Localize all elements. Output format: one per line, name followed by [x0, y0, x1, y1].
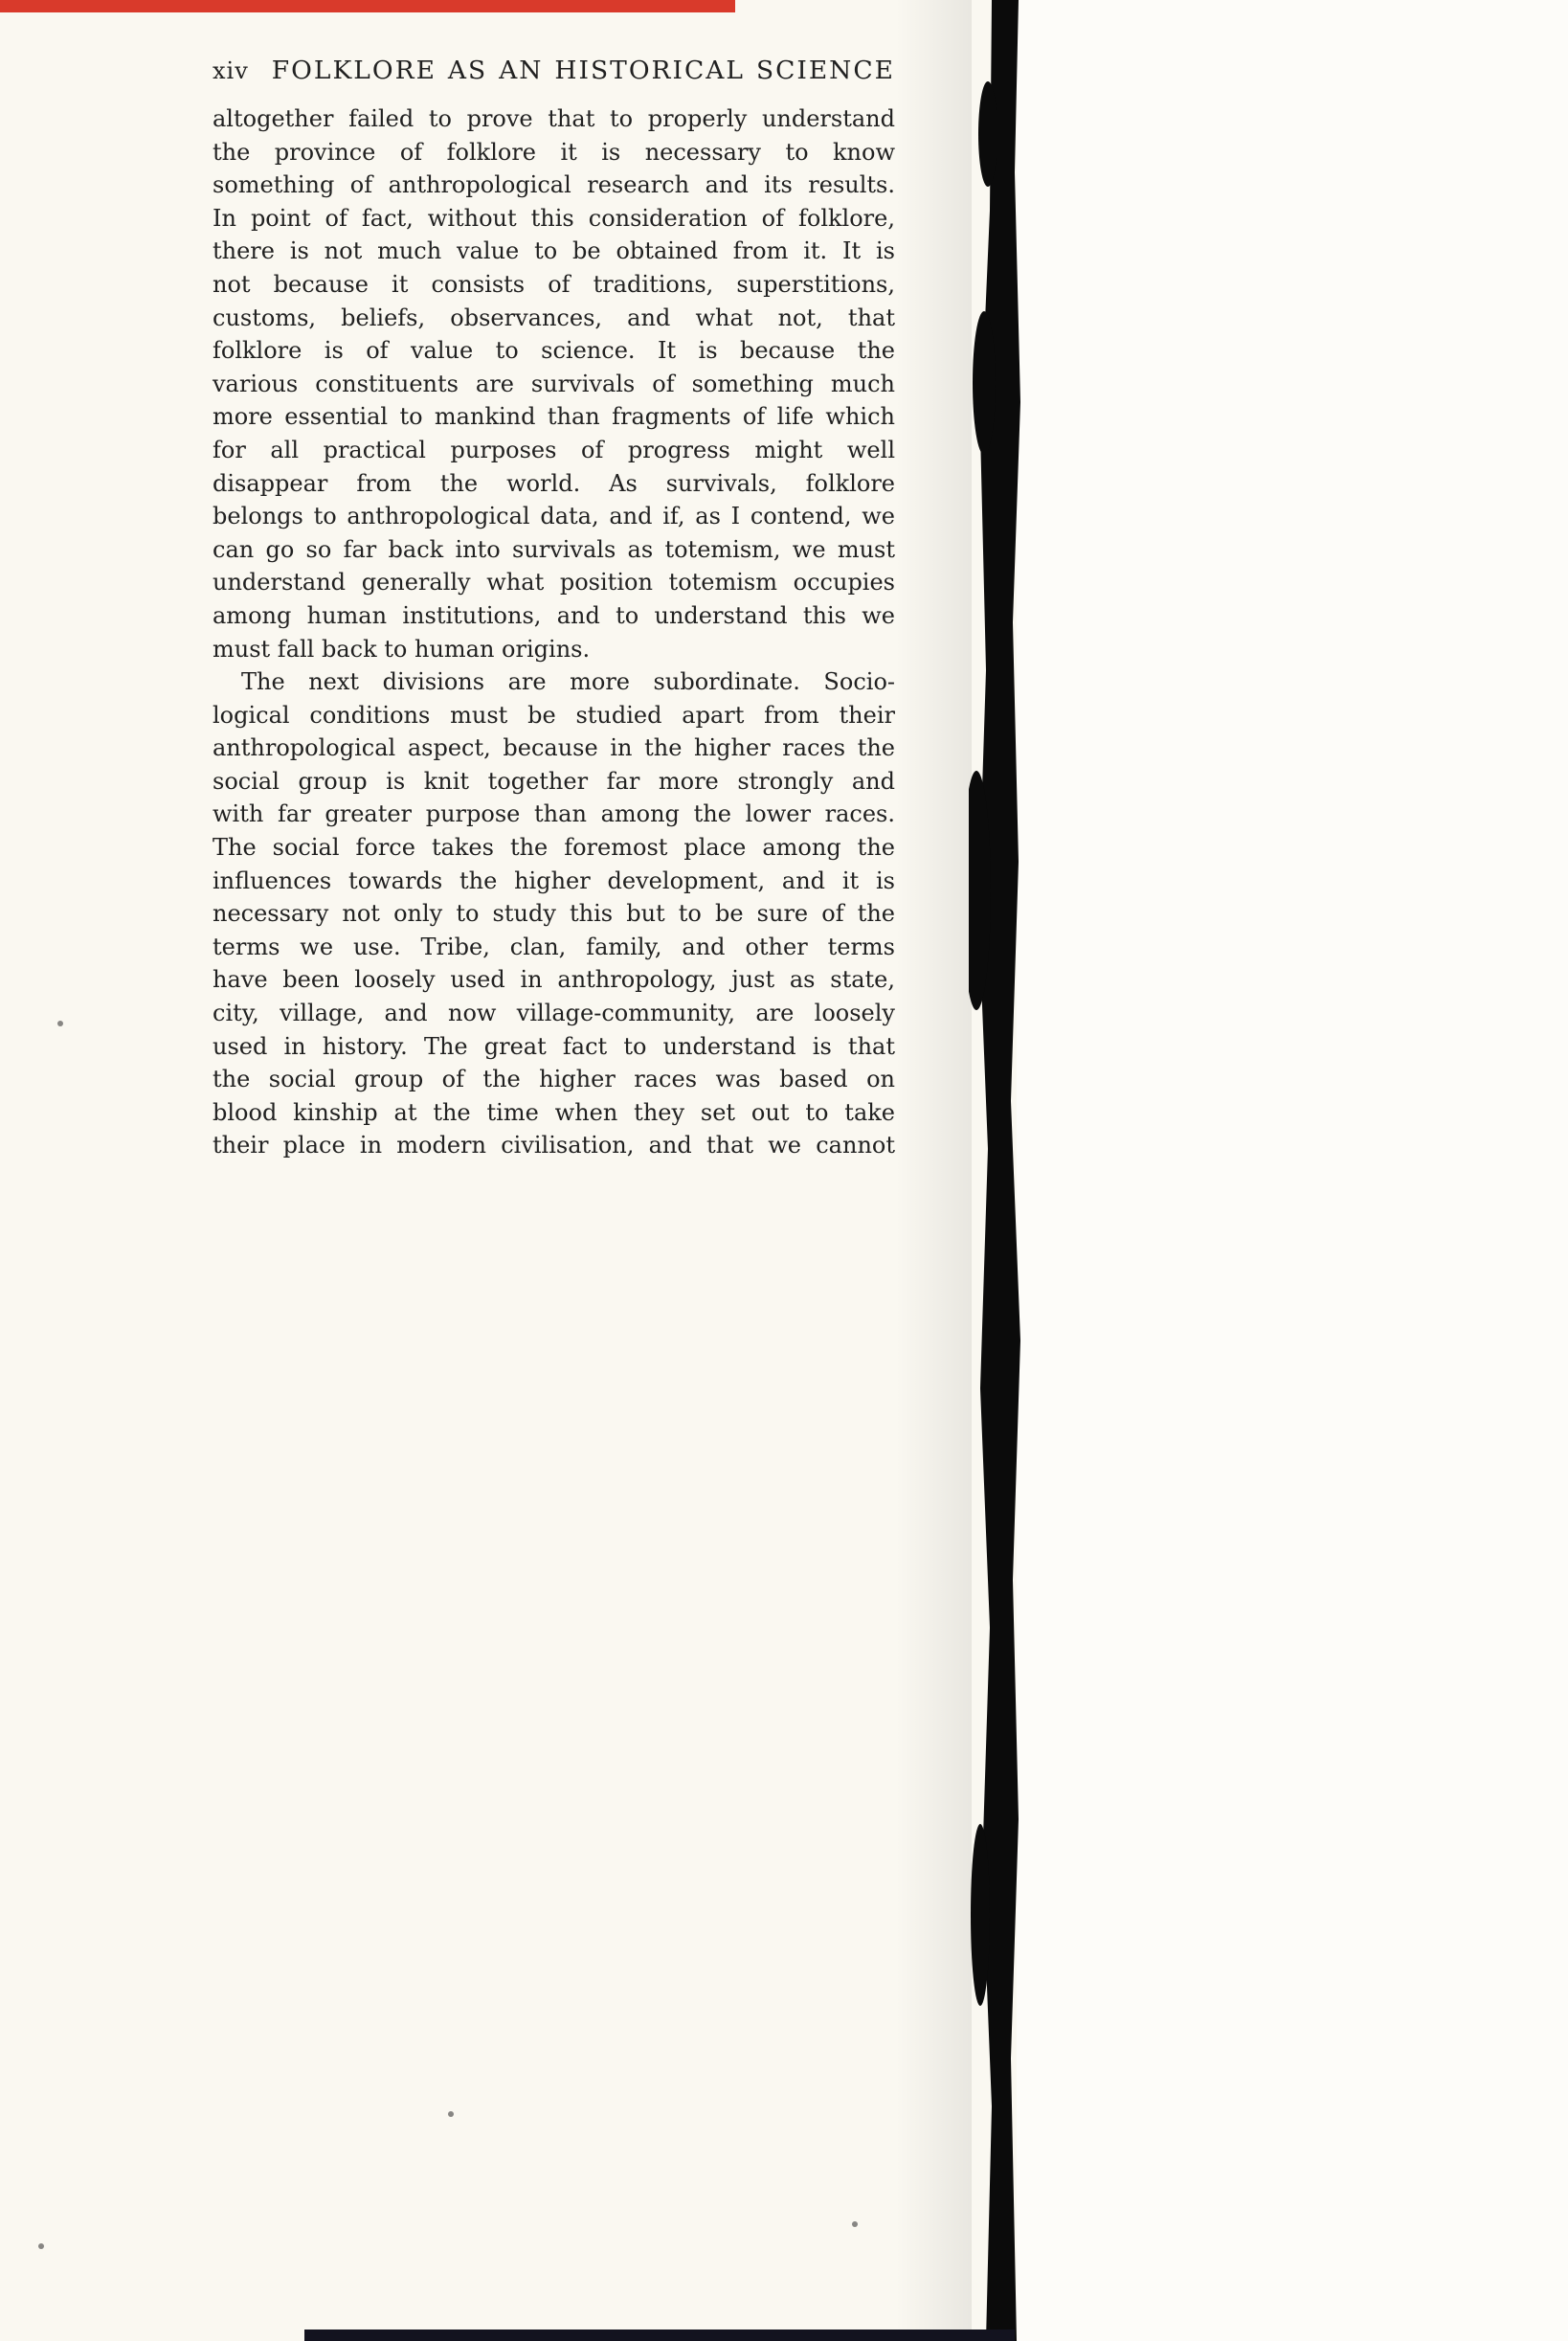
text-line: have been loosely used in anthropology, just as state, [213, 966, 895, 994]
text-line: understand generally what position totemism occupies [213, 569, 895, 597]
text-line: belongs to anthropological data, and if, as I contend, we [213, 503, 895, 530]
text-line: necessary not only to study this but to be sure of the [213, 900, 895, 928]
text-line: not because it consists of traditions, superstitions, [213, 270, 895, 298]
text-line: their place in modern civilisation, and that we cannot [213, 1132, 895, 1159]
paragraph [213, 665, 895, 1162]
ink-speck [38, 2243, 44, 2249]
gutter-shadow [895, 0, 972, 2341]
text-line: there is not much value to be obtained from it. It is [213, 237, 895, 265]
text-line: disappear from the world. As survivals, folklore [213, 469, 895, 497]
scan-artifact-top-red-strip [0, 0, 735, 12]
page-text [213, 102, 895, 1162]
text-line: with far greater purpose than among the lower races. [213, 800, 895, 828]
text-line: blood kinship at the time when they set out to take [213, 1098, 895, 1126]
scan-artifact-bottom-strip [304, 2330, 1015, 2341]
text-line: terms we use. Tribe, clan, family, and other terms [213, 933, 895, 960]
text-line: customs, beliefs, observances, and what not, that [213, 304, 895, 331]
ink-speck [448, 2111, 454, 2117]
text-line: among human institutions, and to understand this we [213, 601, 895, 629]
text-line: The social force takes the foremost place among the [213, 834, 895, 862]
text-line: logical conditions must be studied apart from their [213, 701, 895, 729]
page-header [213, 56, 895, 85]
binding-shadow [969, 0, 1036, 2341]
text-line: social group is knit together far more strongly and [213, 767, 895, 795]
text-line: anthropological aspect, because in the higher races the [213, 734, 895, 762]
text-line: In point of fact, without this consideration of folklore, [213, 204, 895, 232]
page-body [213, 56, 895, 1162]
ink-speck [852, 2221, 858, 2227]
text-line: the province of folklore it is necessary to know [213, 138, 895, 166]
running-title: FOLKLORE AS AN HISTORICAL SCIENCE [271, 56, 895, 85]
text-line: influences towards the higher development, and it is [213, 867, 895, 894]
text-line: folklore is of value to science. It is because the [213, 337, 895, 365]
text-line: various constituents are survivals of something much [213, 370, 895, 397]
text-line: altogether failed to prove that to properly understand [213, 105, 895, 132]
text-line: must fall back to human origins. [213, 635, 591, 663]
text-line: The next divisions are more subordinate. Socio- [241, 668, 895, 696]
text-line: for all practical purposes of progress might well [213, 436, 895, 463]
text-line: more essential to mankind than fragments of life which [213, 403, 895, 431]
text-line: something of anthropological research and its results. [213, 171, 895, 199]
adjacent-page-edge [1017, 0, 1568, 2341]
text-line: city, village, and now village-community, are loosely [213, 1000, 895, 1027]
text-line: used in history. The great fact to understand is that [213, 1032, 895, 1060]
text-line: can go so far back into survivals as totemism, we must [213, 535, 895, 563]
page-number: xiv [213, 57, 249, 84]
paragraph [213, 102, 895, 665]
ink-speck [57, 1021, 63, 1026]
text-line: the social group of the higher races was based on [213, 1066, 895, 1093]
